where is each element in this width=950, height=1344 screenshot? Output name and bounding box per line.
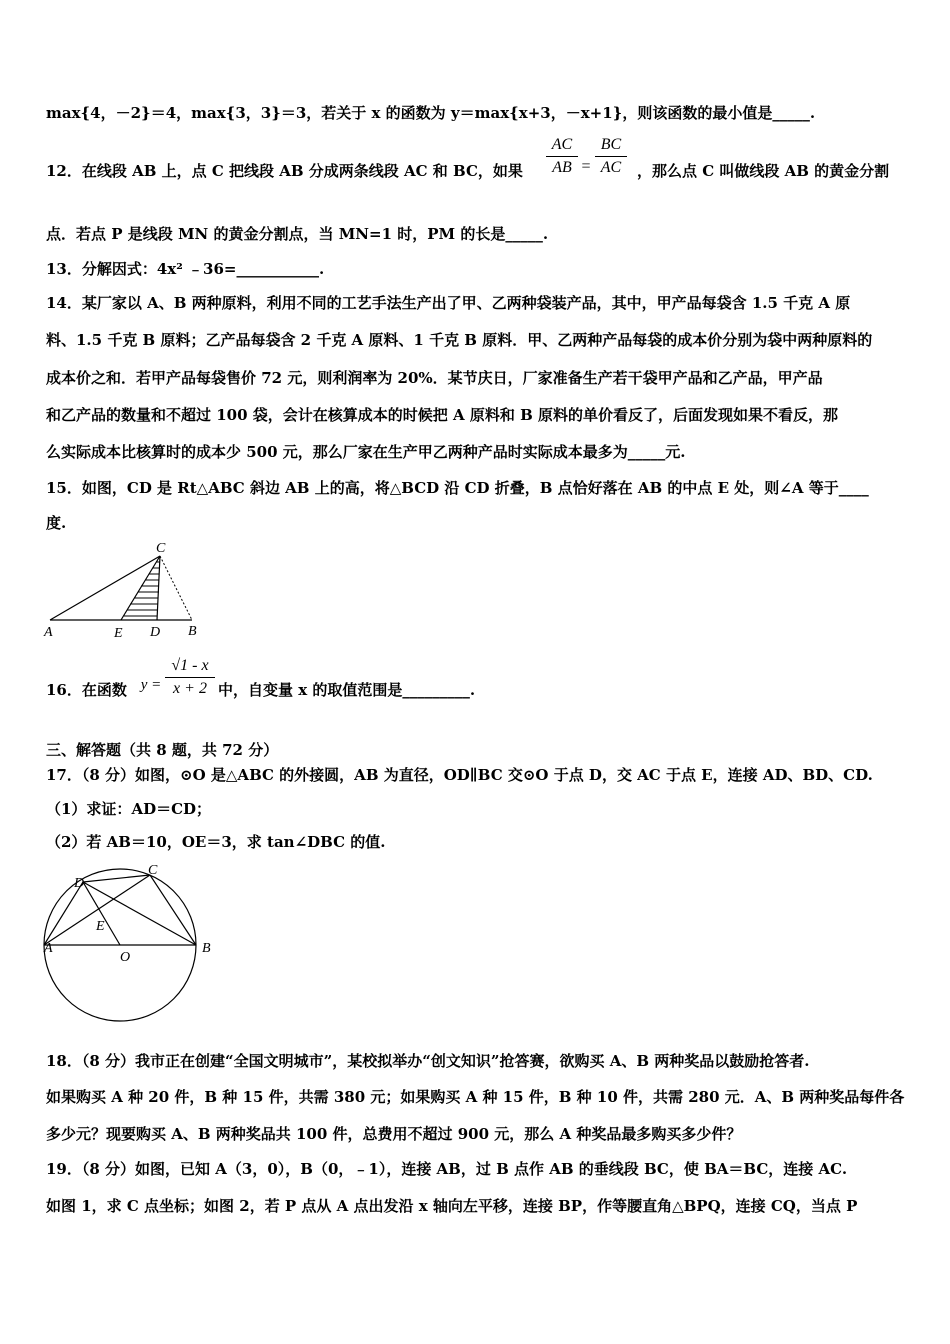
triangle-figure bbox=[40, 538, 215, 643]
section-heading: 三、解答题（共 8 题，共 72 分） bbox=[46, 741, 279, 759]
label-E: E bbox=[96, 919, 105, 934]
q15-line: 15．如图，CD 是 Rt△ABC 斜边 AB 上的高，将△BCD 沿 CD 折叠，B 点恰好落在 AB 的中点 E 处，则∠A 等于____ bbox=[46, 479, 869, 497]
fraction-numerator: AC bbox=[551, 136, 573, 153]
q12-fraction-left bbox=[546, 136, 578, 177]
q15-line: 度. bbox=[46, 514, 67, 532]
function-label: y = bbox=[140, 677, 162, 693]
q12-line: 点．若点 P 是线段 MN 的黄金分割点，当 MN=1 时，PM 的长是_____. bbox=[46, 225, 549, 243]
label-B: B bbox=[188, 624, 197, 639]
q16-line: 中，自变量 x 的取值范围是_________. bbox=[218, 681, 476, 699]
fraction-numerator: BC bbox=[600, 136, 622, 153]
q17-line: 17．（8 分）如图，⊙O 是△ABC 的外接圆，AB 为直径，OD∥BC 交⊙O 于点 D，交 AC 于点 E，连接 AD、BD、CD. bbox=[46, 766, 873, 784]
q16-line: 16．在函数 bbox=[46, 681, 127, 699]
fraction-numerator: √1 - x bbox=[171, 657, 209, 674]
q12-line: ，那么点 C 叫做线段 AB 的黄金分割 bbox=[637, 162, 890, 180]
q17-line: （1）求证：AD＝CD； bbox=[46, 800, 212, 818]
label-B: B bbox=[202, 941, 211, 956]
label-D: D bbox=[74, 876, 85, 891]
label-A: A bbox=[44, 941, 53, 956]
q17-line: （2）若 AB＝10，OE＝3，求 tan∠DBC 的值. bbox=[46, 833, 386, 851]
label-C: C bbox=[148, 863, 158, 878]
label-O: O bbox=[120, 950, 131, 965]
q16-fraction bbox=[165, 657, 215, 698]
fraction-denominator: AC bbox=[600, 159, 622, 176]
fraction-denominator: AB bbox=[552, 159, 572, 176]
q18-line: 如果购买 A 种 20 件，B 种 15 件，共需 380 元；如果购买 A 种 15 件，B 种 10 件，共需 280 元．A、B 两种奖品每件各 bbox=[46, 1088, 905, 1106]
label-D: D bbox=[150, 625, 161, 640]
fraction-denominator: x + 2 bbox=[173, 680, 207, 697]
q13-line: 13．分解因式：4x² ﹣36=___________. bbox=[46, 260, 325, 278]
text-line: max{4，－2}＝4，max{3，3}＝3，若关于 x 的函数为 y＝max{x+3，－x+1}，则该函数的最小值是_____. bbox=[46, 104, 816, 122]
equals-sign: = bbox=[581, 158, 591, 175]
q14-line: 么实际成本比核算时的成本少 500 元，那么厂家在生产甲乙两种产品时实际成本最多为_____元. bbox=[46, 443, 686, 461]
q14-line: 料、1.5 千克 B 原料；乙产品每袋含 2 千克 A 原料、1 千克 B 原料．甲、乙两种产品每袋的成本价分别为袋中两种原料的 bbox=[46, 331, 873, 349]
label-A: A bbox=[44, 625, 53, 640]
q12-fraction-right bbox=[595, 136, 627, 177]
q14-line: 14．某厂家以 A、B 两种原料，利用不同的工艺手法生产出了甲、乙两种袋装产品，其中，甲产品每袋含 1.5 千克 A 原 bbox=[46, 294, 851, 312]
q19-line: 如图 1，求 C 点坐标；如图 2，若 P 点从 A 点出发沿 x 轴向左平移，连接 BP，作等腰直角△BPQ，连接 CQ，当点 P bbox=[46, 1197, 858, 1215]
q19-line: 19．（8 分）如图，已知 A（3，0），B（0，﹣1），连接 AB，过 B 点作 AB 的垂线段 BC，使 BA＝BC，连接 AC. bbox=[46, 1160, 848, 1178]
q18-line: 多少元？现要购买 A、B 两种奖品共 100 件，总费用不超过 900 元，那么 A 种奖品最多购买多少件？ bbox=[46, 1125, 742, 1143]
circle-figure bbox=[40, 858, 225, 1023]
label-E: E bbox=[114, 626, 123, 641]
q14-line: 成本价之和．若甲产品每袋售价 72 元，则利润率为 20%．某节庆日，厂家准备生产若干袋甲产品和乙产品，甲产品 bbox=[46, 369, 823, 387]
label-C: C bbox=[156, 541, 166, 556]
q14-line: 和乙产品的数量和不超过 100 袋，会计在核算成本的时候把 A 原料和 B 原料的单价看反了，后面发现如果不看反，那 bbox=[46, 406, 838, 424]
q18-line: 18．（8 分）我市正在创建“全国文明城市”，某校拟举办“创文知识”抢答赛，欲购买 A、B 两种奖品以鼓励抢答者. bbox=[46, 1052, 810, 1070]
q12-line: 12．在线段 AB 上，点 C 把线段 AB 分成两条线段 AC 和 BC，如果 bbox=[46, 162, 523, 180]
